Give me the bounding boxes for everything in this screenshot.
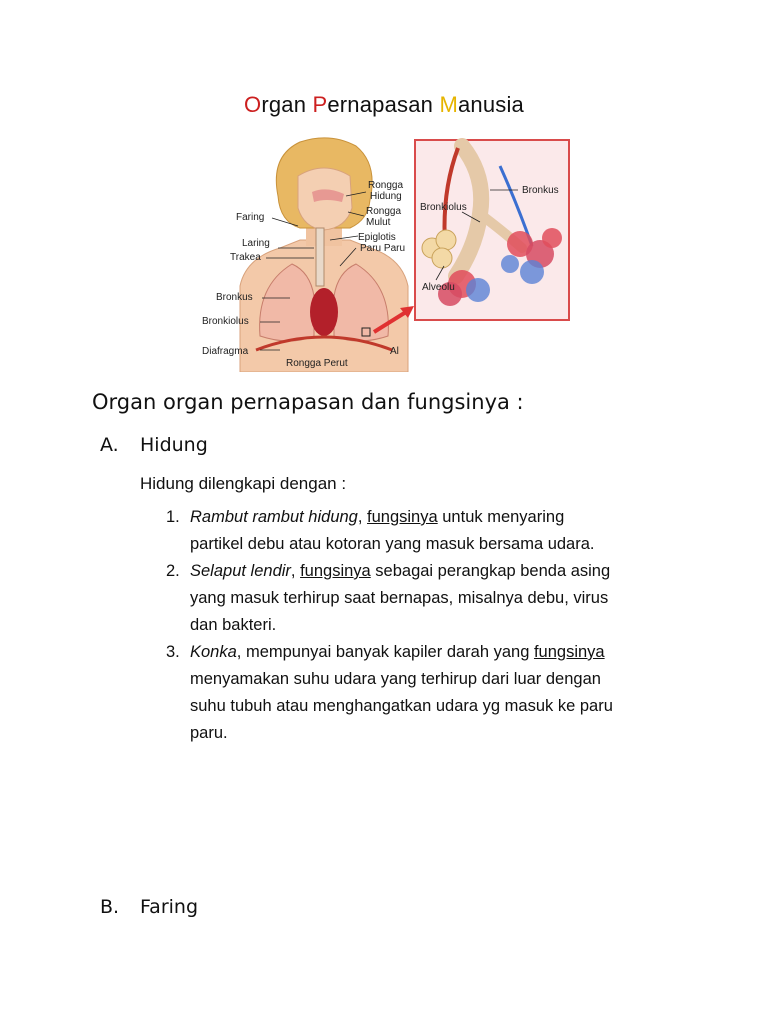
term: Selaput lendir (190, 562, 291, 580)
label-rongga-hidung-2: Hidung (370, 191, 402, 202)
title-word-organ: rgan (261, 92, 313, 117)
list-number: 2. (166, 562, 180, 580)
list-line: partikel debu atau kotoran yang masuk bersama udara. (190, 535, 595, 553)
line-rest: , mempunyai banyak kapiler darah yang (236, 643, 534, 661)
title-letter-m: M (439, 92, 458, 117)
item-a-label: Hidung (140, 434, 208, 456)
item-a-list (166, 504, 686, 747)
separator: , (290, 562, 301, 580)
item-b-heading (100, 896, 198, 918)
list-line: suhu tubuh atau menghangatkan udara yg masuk ke paru (190, 697, 613, 715)
list-line: yang masuk terhirup saat bernapas, misalnya debu, virus (190, 589, 609, 607)
label-inset-bronkiolus: Bronkiolus (420, 202, 467, 213)
title-word-manusia: anusia (457, 92, 524, 117)
list-line: paru. (190, 724, 228, 742)
separator: , (357, 508, 368, 526)
list-line (190, 504, 686, 531)
line-rest: untuk menyaring (437, 508, 565, 526)
list-item (166, 558, 686, 639)
label-al: Al (390, 346, 399, 357)
list-item (166, 639, 686, 747)
list-line: menyamakan suhu udara yang terhirup dari luar dengan (190, 670, 601, 688)
label-epiglotis: Epiglotis (358, 232, 396, 243)
label-trakea: Trakea (230, 252, 261, 263)
fungsi-link: fungsinya (367, 508, 438, 526)
label-faring: Faring (236, 212, 265, 223)
label-laring: Laring (242, 238, 270, 249)
item-b-marker: B. (100, 896, 120, 918)
fungsi-link: fungsinya (300, 562, 371, 580)
item-a-intro: Hidung dilengkapi dengan : (140, 474, 347, 493)
trachea-shape (316, 228, 324, 286)
list-line: dan bakteri. (190, 616, 277, 634)
respiratory-diagram (200, 136, 572, 372)
section-heading: Organ organ pernapasan dan fungsinya : (92, 390, 524, 414)
line-rest: sebagai perangkap benda asing (370, 562, 611, 580)
list-number: 3. (166, 643, 180, 661)
list-number: 1. (166, 508, 180, 526)
label-rongga-hidung-1: Rongga (368, 180, 404, 191)
item-b-label: Faring (140, 896, 199, 918)
list-line (190, 558, 686, 585)
title-word-pernapasan: ernapasan (327, 92, 440, 117)
label-bronkus: Bronkus (216, 292, 253, 303)
label-diafragma: Diafragma (202, 346, 249, 357)
term: Rambut rambut hidung (190, 508, 358, 526)
label-paru-paru: Paru Paru (360, 243, 406, 254)
heart-shape (310, 288, 338, 336)
title-letter-o: O (244, 92, 262, 117)
label-bronkiolus: Bronkiolus (202, 316, 249, 327)
label-rongga-mulut-2: Mulut (366, 217, 391, 228)
title-letter-p: P (312, 92, 328, 117)
respiratory-illustration (200, 136, 572, 372)
label-rongga-perut: Rongga Perut (286, 358, 348, 369)
label-inset-alveolus: Alveolu (422, 282, 455, 293)
list-item (166, 504, 686, 558)
page-title (0, 92, 768, 118)
fungsi-link: fungsinya (533, 643, 605, 661)
label-inset-bronkus: Bronkus (522, 185, 559, 196)
label-rongga-mulut-1: Rongga (366, 206, 402, 217)
list-line (190, 639, 686, 666)
item-a-heading (100, 434, 208, 456)
term: Konka (190, 643, 237, 661)
item-a-marker: A. (100, 434, 119, 456)
